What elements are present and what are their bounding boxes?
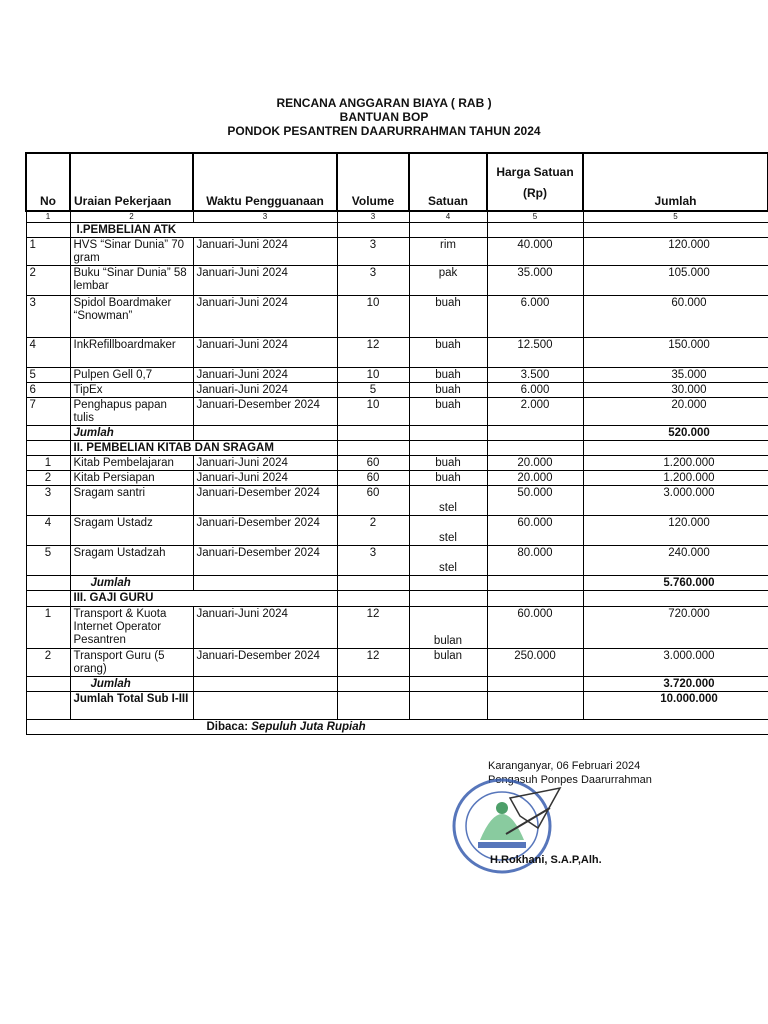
section-title-2: II. PEMBELIAN KITAB DAN SRAGAM bbox=[70, 441, 337, 456]
doc-title: RENCANA ANGGARAN BIAYA ( RAB ) bbox=[276, 96, 492, 110]
grand-total-label: Jumlah Total Sub I-III bbox=[70, 692, 193, 720]
row-harga: 40.000 bbox=[487, 238, 583, 266]
row-harga: 60.000 bbox=[487, 607, 583, 649]
doc-institution: PONDOK PESANTREN DAARURRAHMAN TAHUN 2024 bbox=[227, 124, 541, 138]
row-waktu: Januari-Juni 2024 bbox=[193, 338, 337, 368]
row-volume: 12 bbox=[337, 338, 409, 368]
table-row bbox=[26, 471, 768, 486]
row-harga: 2.000 bbox=[487, 398, 583, 426]
row-no: 1 bbox=[26, 456, 70, 471]
subtotal-value-2: 5.760.000 bbox=[583, 576, 768, 591]
row-satuan: stel bbox=[409, 486, 487, 516]
index-cell: 4 bbox=[409, 211, 487, 223]
subtotal-row bbox=[26, 677, 768, 692]
row-no: 2 bbox=[26, 266, 70, 296]
subtotal-label: Jumlah bbox=[70, 576, 193, 591]
row-jumlah: 60.000 bbox=[583, 296, 768, 338]
table-row bbox=[26, 296, 768, 338]
row-uraian: Transport & Kuota Internet Operator Pesantren bbox=[70, 607, 193, 649]
row-volume: 5 bbox=[337, 383, 409, 398]
row-harga: 50.000 bbox=[487, 486, 583, 516]
row-jumlah: 720.000 bbox=[583, 607, 768, 649]
table-row bbox=[26, 486, 768, 516]
index-cell: 3 bbox=[337, 211, 409, 223]
row-waktu: Januari-Juni 2024 bbox=[193, 383, 337, 398]
header-harga-label: Harga Satuan bbox=[496, 165, 574, 179]
row-waktu: Januari-Juni 2024 bbox=[193, 368, 337, 383]
table-row bbox=[26, 456, 768, 471]
section-row bbox=[26, 441, 768, 456]
row-harga: 20.000 bbox=[487, 456, 583, 471]
header-uraian: Uraian Pekerjaan bbox=[70, 153, 193, 211]
subtotal-value-3: 3.720.000 bbox=[583, 677, 768, 692]
row-volume: 60 bbox=[337, 456, 409, 471]
grand-total-value: 10.000.000 bbox=[583, 692, 768, 720]
table-row bbox=[26, 516, 768, 546]
row-volume: 60 bbox=[337, 486, 409, 516]
section-row bbox=[26, 223, 768, 238]
row-satuan: buah bbox=[409, 383, 487, 398]
signature-place-date: Karanganyar, 06 Februari 2024 bbox=[488, 760, 641, 772]
row-satuan: buah bbox=[409, 338, 487, 368]
row-jumlah: 120.000 bbox=[583, 238, 768, 266]
row-jumlah: 20.000 bbox=[583, 398, 768, 426]
row-volume: 10 bbox=[337, 368, 409, 383]
row-waktu: Januari-Juni 2024 bbox=[193, 607, 337, 649]
row-waktu: Januari-Juni 2024 bbox=[193, 238, 337, 266]
row-volume: 12 bbox=[337, 649, 409, 677]
subtotal-row bbox=[26, 576, 768, 591]
row-waktu: Januari-Desember 2024 bbox=[193, 516, 337, 546]
row-harga: 6.000 bbox=[487, 296, 583, 338]
row-no: 5 bbox=[26, 546, 70, 576]
signature-role: Pengasuh Ponpes Daarurrahman bbox=[488, 774, 652, 786]
row-harga: 3.500 bbox=[487, 368, 583, 383]
row-uraian: Transport Guru (5 orang) bbox=[70, 649, 193, 677]
signature-name: H.Rokhani, S.A.P,Alh. bbox=[490, 854, 602, 866]
section-title-1: I.PEMBELIAN ATK bbox=[70, 223, 337, 238]
header-row bbox=[26, 153, 768, 211]
index-cell: 5 bbox=[583, 211, 768, 223]
row-satuan: stel bbox=[409, 546, 487, 576]
dibaca-cell bbox=[26, 720, 768, 735]
row-no: 1 bbox=[26, 238, 70, 266]
dibaca-row bbox=[26, 720, 768, 735]
row-waktu: Januari-Juni 2024 bbox=[193, 471, 337, 486]
row-volume: 3 bbox=[337, 546, 409, 576]
index-cell: 5 bbox=[487, 211, 583, 223]
row-volume: 10 bbox=[337, 296, 409, 338]
table-row bbox=[26, 238, 768, 266]
row-uraian: Sragam Ustadz bbox=[70, 516, 193, 546]
row-waktu: Januari-Juni 2024 bbox=[193, 266, 337, 296]
row-waktu: Januari-Desember 2024 bbox=[193, 486, 337, 516]
budget-table bbox=[25, 152, 768, 735]
row-waktu: Januari-Desember 2024 bbox=[193, 649, 337, 677]
subtotal-value-1: 520.000 bbox=[583, 426, 768, 441]
row-uraian: HVS “Sinar Dunia” 70 gram bbox=[70, 238, 193, 266]
row-satuan: buah bbox=[409, 368, 487, 383]
subtotal-label: Jumlah bbox=[70, 677, 193, 692]
row-jumlah: 3.000.000 bbox=[583, 649, 768, 677]
dibaca-text: Sepuluh Juta Rupiah bbox=[251, 721, 366, 733]
row-no: 4 bbox=[26, 338, 70, 368]
row-no: 1 bbox=[26, 607, 70, 649]
header-waktu: Waktu Pengguanaan bbox=[193, 153, 337, 211]
section-title-3: III. GAJI GURU bbox=[70, 591, 337, 607]
row-uraian: InkRefillboardmaker bbox=[70, 338, 193, 368]
table-row bbox=[26, 338, 768, 368]
row-satuan: buah bbox=[409, 471, 487, 486]
row-uraian: Pulpen Gell 0,7 bbox=[70, 368, 193, 383]
row-volume: 3 bbox=[337, 238, 409, 266]
row-uraian: Kitab Pembelajaran bbox=[70, 456, 193, 471]
row-harga: 12.500 bbox=[487, 338, 583, 368]
index-row bbox=[26, 211, 768, 223]
header-no: No bbox=[26, 153, 70, 211]
header-harga-unit: (Rp) bbox=[523, 186, 547, 200]
row-uraian: Sragam santri bbox=[70, 486, 193, 516]
row-volume: 3 bbox=[337, 266, 409, 296]
row-satuan: bulan bbox=[409, 607, 487, 649]
row-uraian: Spidol Boardmaker “Snowman” bbox=[70, 296, 193, 338]
index-cell: 2 bbox=[70, 211, 193, 223]
row-harga: 35.000 bbox=[487, 266, 583, 296]
subtotal-label: Jumlah bbox=[70, 426, 193, 441]
row-satuan: rim bbox=[409, 238, 487, 266]
row-harga: 250.000 bbox=[487, 649, 583, 677]
row-uraian: Kitab Persiapan bbox=[70, 471, 193, 486]
row-no: 3 bbox=[26, 296, 70, 338]
row-no: 4 bbox=[26, 516, 70, 546]
row-waktu: Januari-Desember 2024 bbox=[193, 398, 337, 426]
header-satuan: Satuan bbox=[409, 153, 487, 211]
row-jumlah: 3.000.000 bbox=[583, 486, 768, 516]
table-row bbox=[26, 383, 768, 398]
row-satuan: pak bbox=[409, 266, 487, 296]
row-harga: 20.000 bbox=[487, 471, 583, 486]
row-no: 7 bbox=[26, 398, 70, 426]
row-no: 2 bbox=[26, 471, 70, 486]
row-volume: 10 bbox=[337, 398, 409, 426]
row-waktu: Januari-Juni 2024 bbox=[193, 456, 337, 471]
row-uraian: TipEx bbox=[70, 383, 193, 398]
table-row bbox=[26, 607, 768, 649]
row-uraian: Penghapus papan tulis bbox=[70, 398, 193, 426]
row-satuan: buah bbox=[409, 398, 487, 426]
row-jumlah: 105.000 bbox=[583, 266, 768, 296]
row-jumlah: 30.000 bbox=[583, 383, 768, 398]
table-row bbox=[26, 266, 768, 296]
row-waktu: Januari-Juni 2024 bbox=[193, 296, 337, 338]
row-harga: 6.000 bbox=[487, 383, 583, 398]
row-jumlah: 150.000 bbox=[583, 338, 768, 368]
row-satuan: bulan bbox=[409, 649, 487, 677]
row-volume: 12 bbox=[337, 607, 409, 649]
index-cell: 3 bbox=[193, 211, 337, 223]
row-satuan: buah bbox=[409, 296, 487, 338]
subtotal-row bbox=[26, 426, 768, 441]
row-jumlah: 1.200.000 bbox=[583, 471, 768, 486]
header-harga bbox=[487, 153, 583, 211]
row-uraian: Sragam Ustadzah bbox=[70, 546, 193, 576]
row-harga: 60.000 bbox=[487, 516, 583, 546]
row-uraian: Buku “Sinar Dunia” 58 lembar bbox=[70, 266, 193, 296]
row-jumlah: 1.200.000 bbox=[583, 456, 768, 471]
row-waktu: Januari-Desember 2024 bbox=[193, 546, 337, 576]
doc-subtitle: BANTUAN BOP bbox=[339, 110, 429, 124]
row-jumlah: 35.000 bbox=[583, 368, 768, 383]
row-no: 2 bbox=[26, 649, 70, 677]
row-harga: 80.000 bbox=[487, 546, 583, 576]
header-jumlah: Jumlah bbox=[583, 153, 768, 211]
header-volume: Volume bbox=[337, 153, 409, 211]
table-row bbox=[26, 398, 768, 426]
row-jumlah: 120.000 bbox=[583, 516, 768, 546]
row-no: 5 bbox=[26, 368, 70, 383]
row-volume: 2 bbox=[337, 516, 409, 546]
section-row bbox=[26, 591, 768, 607]
grand-total-row bbox=[26, 692, 768, 720]
table-row bbox=[26, 368, 768, 383]
dibaca-label: Dibaca: bbox=[206, 721, 249, 733]
row-jumlah: 240.000 bbox=[583, 546, 768, 576]
row-satuan: stel bbox=[409, 516, 487, 546]
row-volume: 60 bbox=[337, 471, 409, 486]
row-no: 6 bbox=[26, 383, 70, 398]
table-row bbox=[26, 546, 768, 576]
table-row bbox=[26, 649, 768, 677]
index-cell: 1 bbox=[26, 211, 70, 223]
row-satuan: buah bbox=[409, 456, 487, 471]
row-no: 3 bbox=[26, 486, 70, 516]
